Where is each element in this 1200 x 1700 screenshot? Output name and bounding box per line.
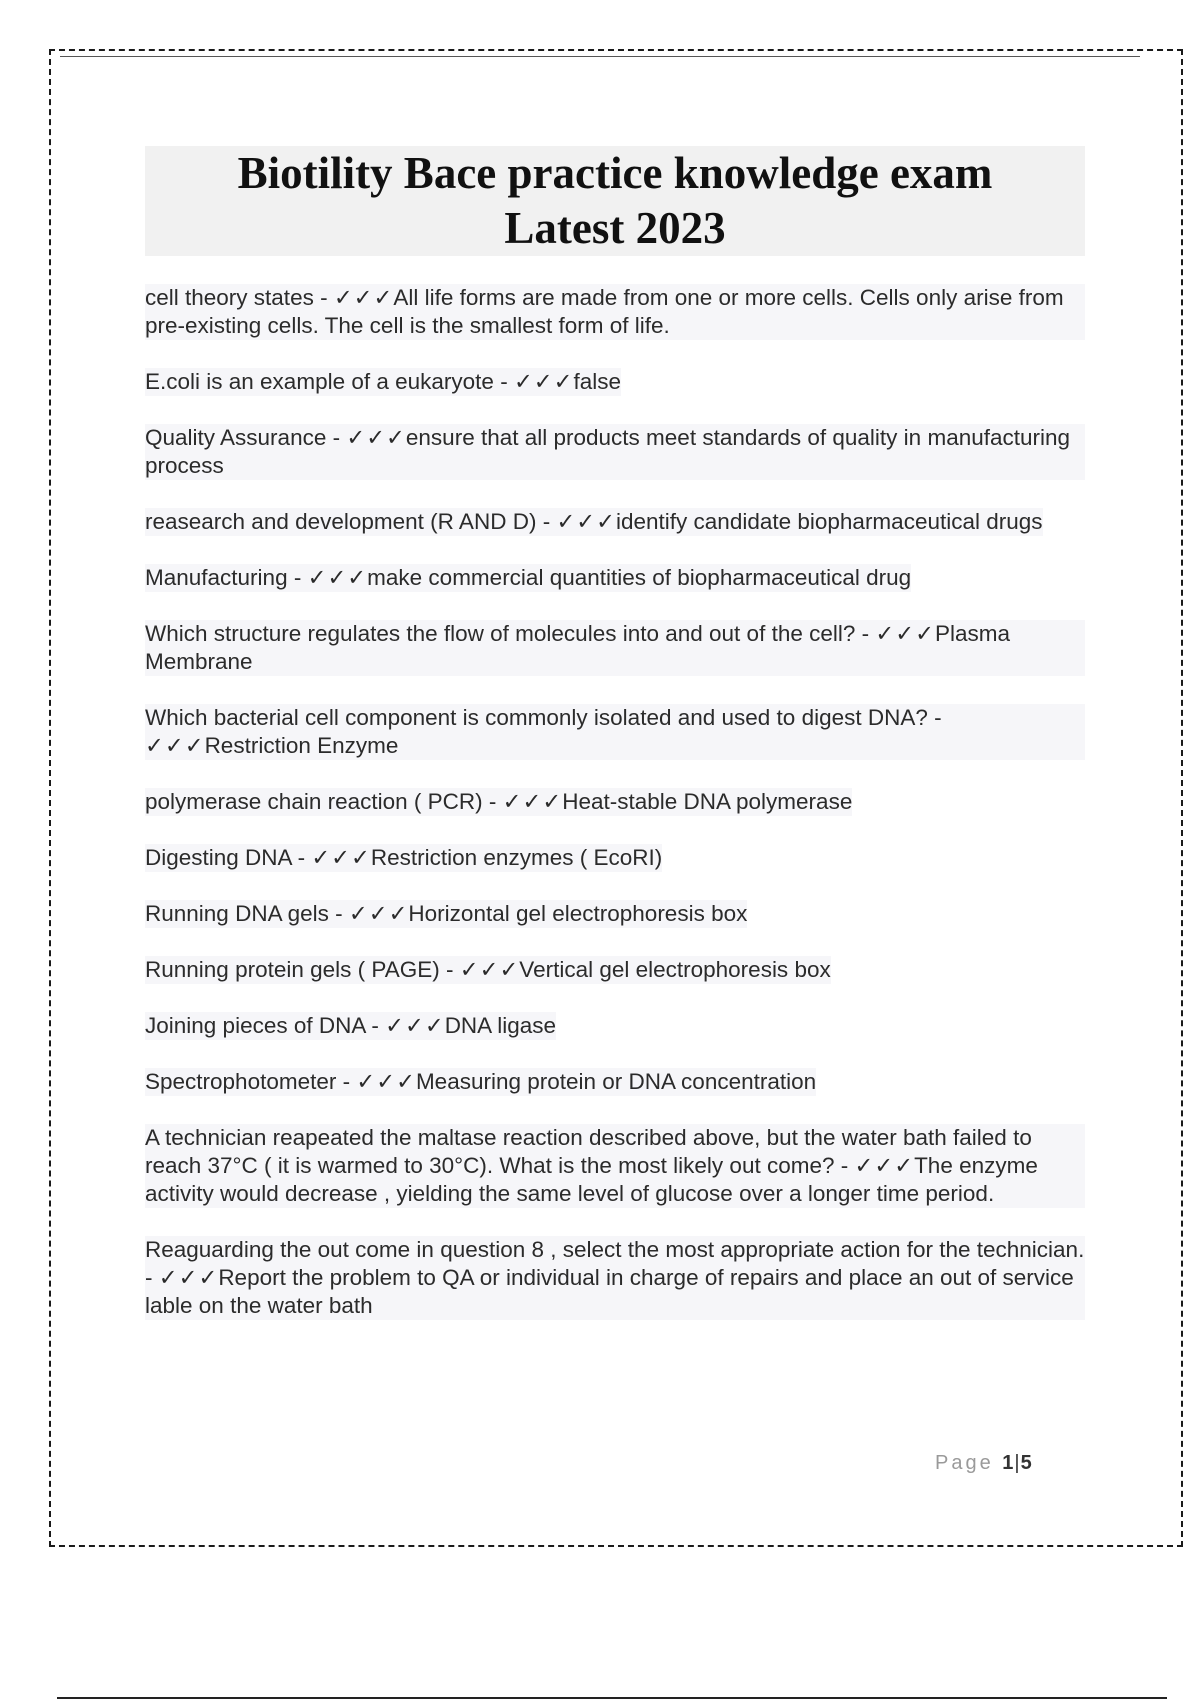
qa-item [145, 844, 662, 872]
question-text: Which bacterial cell component is commonly isolated and used to digest DNA? [145, 705, 928, 730]
question-answer-list [145, 284, 1090, 1320]
check-marks-icon: ✓✓✓ [333, 285, 394, 310]
separator: - [493, 369, 514, 394]
answer-text: Measuring protein or DNA concentration [415, 1069, 817, 1094]
question-text: A technician reapeated the maltase reaction described above, but the water bath failed to reach 37°C ( it is warmed to 30°C). What is the most likely out come? [145, 1125, 1032, 1178]
page-label: Page [935, 1452, 994, 1474]
check-marks-icon: ✓✓✓ [854, 1153, 915, 1178]
page-number [935, 1452, 1033, 1475]
separator: - [328, 901, 349, 926]
separator: - [482, 789, 503, 814]
answer-text: Vertical gel electrophoresis box [519, 957, 831, 982]
title-line-2: Latest 2023 [504, 203, 726, 253]
qa-item [145, 704, 1085, 760]
answer-text: Report the problem to QA or individual in charge of repairs and place an out of service lable on the water bath [145, 1265, 1074, 1318]
qa-item [145, 620, 1085, 676]
qa-item [145, 956, 831, 984]
document-title [145, 146, 1085, 256]
answer-text: identify candidate biopharmaceutical drugs [616, 509, 1043, 534]
question-text: cell theory states [145, 285, 314, 310]
separator: - [326, 425, 347, 450]
page-current: 1 [1002, 1452, 1015, 1474]
page-divider: | [1014, 1452, 1021, 1474]
separator: - [365, 1013, 386, 1038]
answer-text: All life forms are made from one or more cells. Cells only arise from pre-existing cells. The cell is the smallest form of life. [145, 285, 1064, 338]
check-marks-icon: ✓✓✓ [459, 957, 520, 982]
answer-text: The enzyme activity would decrease , yielding the same level of glucose over a longer time period. [145, 1153, 1038, 1206]
qa-item [145, 508, 1043, 536]
qa-item [145, 900, 747, 928]
qa-item [145, 1124, 1085, 1208]
bottom-rule [57, 1697, 1167, 1699]
question-text: E.coli is an example of a eukaryote [145, 369, 494, 394]
question-text: Reaguarding the out come in question 8 , select the most appropriate action for the technician. [145, 1237, 1085, 1262]
answer-text: Restriction Enzyme [204, 733, 399, 758]
answer-text: Horizontal gel electrophoresis box [408, 901, 748, 926]
separator: - [313, 285, 334, 310]
separator: - [834, 1153, 855, 1178]
question-text: Manufacturing [145, 565, 288, 590]
separator: - [145, 1265, 159, 1290]
question-text: Joining pieces of DNA [145, 1013, 366, 1038]
answer-text: Restriction enzymes ( EcoRI) [370, 845, 663, 870]
question-text: Running protein gels ( PAGE) [145, 957, 440, 982]
separator: - [287, 565, 308, 590]
check-marks-icon: ✓✓✓ [145, 733, 205, 758]
check-marks-icon: ✓✓✓ [513, 369, 574, 394]
check-marks-icon: ✓✓✓ [385, 1013, 445, 1038]
question-text: Running DNA gels [145, 901, 329, 926]
separator: - [336, 1069, 357, 1094]
check-marks-icon: ✓✓✓ [875, 621, 935, 646]
separator: - [536, 509, 557, 534]
qa-item [145, 564, 911, 592]
question-text: Which structure regulates the flow of molecules into and out of the cell? [145, 621, 856, 646]
answer-text: false [573, 369, 622, 394]
check-marks-icon: ✓✓✓ [348, 901, 409, 926]
question-text: Quality Assurance [145, 425, 327, 450]
separator: - [291, 845, 312, 870]
answer-text: DNA ligase [444, 1013, 556, 1038]
qa-item [145, 1236, 1085, 1320]
top-rule [60, 56, 1140, 57]
qa-item [145, 284, 1085, 340]
qa-item [145, 368, 621, 396]
qa-item [145, 788, 852, 816]
answer-text: ensure that all products meet standards of quality in manufacturing process [145, 425, 1071, 478]
question-text: Digesting DNA [145, 845, 292, 870]
question-text: polymerase chain reaction ( PCR) [145, 789, 483, 814]
title-line-1: Biotility Bace practice knowledge exam [237, 148, 993, 198]
check-marks-icon: ✓✓✓ [556, 509, 616, 534]
check-marks-icon: ✓✓✓ [311, 845, 371, 870]
check-marks-icon: ✓✓✓ [307, 565, 368, 590]
qa-item [145, 1068, 816, 1096]
page-total: 5 [1020, 1452, 1033, 1474]
separator: - [855, 621, 876, 646]
check-marks-icon: ✓✓✓ [346, 425, 406, 450]
check-marks-icon: ✓✓✓ [158, 1265, 219, 1290]
answer-text: Heat-stable DNA polymerase [562, 789, 853, 814]
question-text: Spectrophotometer [145, 1069, 337, 1094]
separator: - [439, 957, 460, 982]
answer-text: make commercial quantities of biopharmaceutical drug [367, 565, 912, 590]
check-marks-icon: ✓✓✓ [356, 1069, 416, 1094]
separator: - [927, 705, 942, 730]
qa-item [145, 1012, 556, 1040]
check-marks-icon: ✓✓✓ [502, 789, 563, 814]
question-text: reasearch and development (R AND D) [145, 509, 537, 534]
answer-text: Plasma Membrane [145, 621, 1010, 674]
qa-item [145, 424, 1085, 480]
